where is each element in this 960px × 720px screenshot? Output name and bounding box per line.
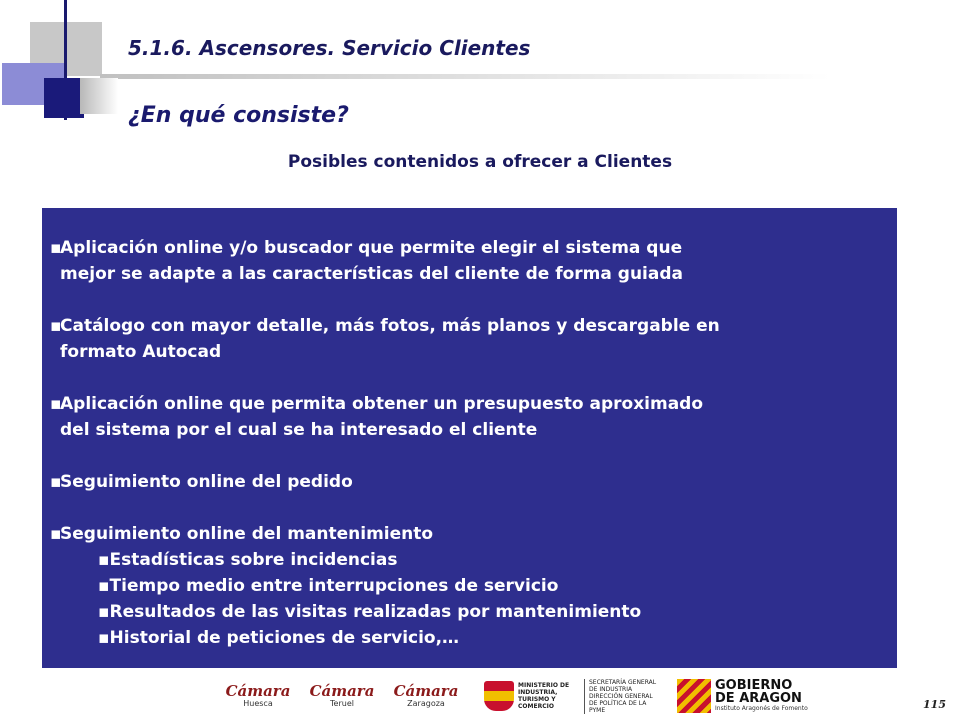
content-list	[50, 235, 890, 651]
list-item-line: Catálogo con mayor detalle, más fotos, más planos y descargable en	[60, 316, 720, 336]
list-item-line: Seguimiento online del pedido	[60, 472, 353, 492]
sub-list-item-text: Tiempo medio entre interrupciones de servicio	[109, 576, 559, 596]
sub-list-item-text: Resultados de las visitas realizadas por mantenimiento	[109, 602, 642, 622]
sub-list-item	[50, 625, 890, 651]
bullet-icon: ▪	[98, 550, 110, 570]
camara-logo-city: Huesca	[243, 699, 273, 708]
aragon-flag-icon	[677, 679, 711, 713]
list-item	[50, 469, 890, 495]
sub-list-item-text: Estadísticas sobre incidencias	[109, 550, 398, 570]
camara-huesca-logo	[218, 683, 298, 709]
spain-coat-of-arms-icon	[484, 681, 514, 711]
gobierno-text: GOBIERNO	[715, 678, 793, 693]
list-item-line: Aplicación online y/o buscador que permite elegir el sistema que	[60, 238, 683, 258]
page-number: 115	[923, 698, 946, 711]
camara-teruel-logo	[302, 683, 382, 709]
list-item	[50, 313, 890, 365]
bullet-icon: ▪	[50, 524, 62, 544]
aragon-text: DE ARAGON	[715, 691, 802, 706]
sub-list-item	[50, 547, 890, 573]
bullet-icon: ▪	[50, 238, 62, 258]
camara-logo-name: Cámara	[393, 682, 459, 700]
decor-horizontal-line	[100, 74, 960, 79]
list-item	[50, 391, 890, 443]
sub-list-item	[50, 599, 890, 625]
slide-subtitle: ¿En qué consiste?	[128, 103, 349, 128]
sub-list-item-text: Historial de peticiones de servicio,…	[109, 628, 460, 648]
ministerio-logo	[484, 679, 661, 714]
camara-logo-name: Cámara	[225, 682, 291, 700]
instituto-text: Instituto Aragonés de Fomento	[715, 705, 808, 712]
sub-list	[50, 547, 890, 651]
section-heading: Posibles contenidos a ofrecer a Clientes	[287, 152, 673, 172]
camara-logo-city: Teruel	[330, 699, 354, 708]
bullet-icon: ▪	[50, 472, 62, 492]
bullet-icon: ▪	[98, 602, 110, 622]
gobierno-aragon-logo	[677, 679, 808, 713]
secretaria-text: SECRETARÍA GENERAL DE INDUSTRIA DIRECCIÓN GENERAL DE POLÍTICA DE LA PYME	[584, 679, 661, 714]
list-item	[50, 235, 890, 287]
decor-gray-gradient-block	[80, 78, 118, 114]
list-item-line: Aplicación online que permita obtener un presupuesto aproximado	[60, 394, 704, 414]
camara-logo-name: Cámara	[309, 682, 375, 700]
bullet-icon: ▪	[50, 394, 62, 414]
list-item-line: Seguimiento online del mantenimiento	[60, 524, 434, 544]
list-item-line: mejor se adapte a las características del cliente de forma guiada	[60, 264, 683, 284]
footer-logos	[218, 676, 808, 716]
ministerio-text: MINISTERIO DE INDUSTRIA, TURISMO Y COMERCIO	[518, 682, 570, 710]
camara-logo-city: Zaragoza	[407, 699, 445, 708]
decor-navy-block	[44, 78, 84, 118]
slide-title: 5.1.6. Ascensores. Servicio Clientes	[128, 36, 531, 60]
bullet-icon: ▪	[98, 576, 110, 596]
camara-zaragoza-logo	[386, 683, 466, 709]
bullet-icon: ▪	[50, 316, 62, 336]
list-item-line: formato Autocad	[60, 342, 222, 362]
bullet-icon: ▪	[98, 628, 110, 648]
list-item-line: del sistema por el cual se ha interesado el cliente	[60, 420, 538, 440]
list-item	[50, 521, 890, 547]
sub-list-item	[50, 573, 890, 599]
